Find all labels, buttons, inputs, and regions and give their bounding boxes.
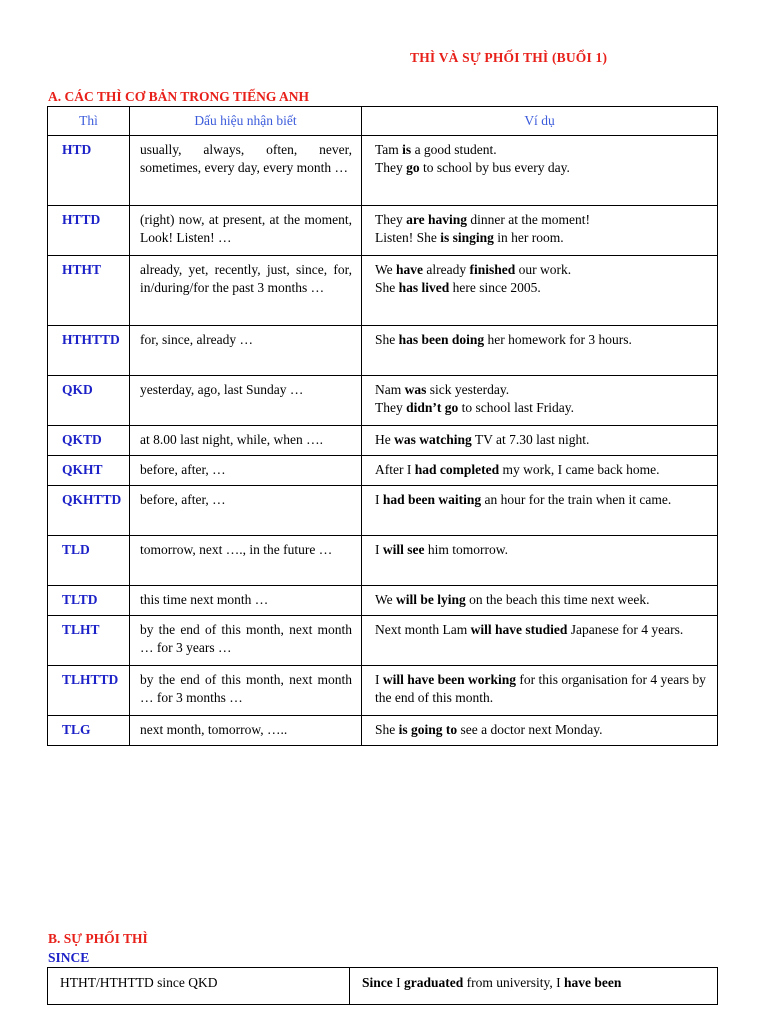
tense-name: QKD (48, 376, 130, 426)
section-a-heading: A. CÁC THÌ CƠ BẢN TRONG TIẾNG ANH (48, 89, 310, 104)
table-row (48, 136, 718, 206)
header-signs: Dấu hiệu nhận biết (130, 107, 362, 136)
tense-signs: next month, tomorrow, ….. (130, 716, 362, 746)
header-tense: Thì (48, 107, 130, 136)
table-row (48, 426, 718, 456)
example-line: She is going to see a doctor next Monday. (375, 722, 603, 737)
tense-name: TLD (48, 536, 130, 586)
tense-signs: tomorrow, next …., in the future … (130, 536, 362, 586)
example-line: Listen! She is singing in her room. (375, 230, 564, 245)
tense-example (362, 256, 718, 326)
tense-signs: before, after, … (130, 486, 362, 536)
table-header-row (48, 107, 718, 136)
tense-example (362, 486, 718, 536)
tense-signs: for, since, already … (130, 326, 362, 376)
tense-example (362, 666, 718, 716)
example-line: We have already finished our work. (375, 262, 572, 277)
sequence-table (47, 967, 718, 1005)
table-row (48, 486, 718, 536)
table-row (48, 376, 718, 426)
tense-signs: (right) now, at present, at the moment, Look! Listen! … (130, 206, 362, 256)
tense-name: QKHT (48, 456, 130, 486)
tenses-table (47, 106, 718, 746)
example-line: They go to school by bus every day. (375, 160, 570, 175)
example-line: Nam was sick yesterday. (375, 382, 510, 397)
tense-name: HTHT (48, 256, 130, 326)
example-line: I will see him tomorrow. (375, 542, 508, 557)
example-line: We will be lying on the beach this time next week. (375, 592, 650, 607)
sequence-example: Since I graduated from university, I have been (350, 968, 718, 1005)
tense-signs: by the end of this month, next month … for 3 months … (130, 666, 362, 716)
sequence-rule: HTHT/HTHTTD since QKD (48, 968, 350, 1005)
document-title: THÌ VÀ SỰ PHỐI THÌ (BUỔI 1) (410, 50, 608, 65)
tense-example (362, 586, 718, 616)
example-line: After I had completed my work, I came back home. (375, 462, 660, 477)
tense-signs: at 8.00 last night, while, when …. (130, 426, 362, 456)
example-line: He was watching TV at 7.30 last night. (375, 432, 590, 447)
tense-signs: this time next month … (130, 586, 362, 616)
example-line: They are having dinner at the moment! (375, 212, 590, 227)
since-label: SINCE (48, 950, 90, 965)
tense-signs: usually, always, often, never, sometimes, every day, every month … (130, 136, 362, 206)
table-row (48, 206, 718, 256)
tense-signs: before, after, … (130, 456, 362, 486)
table-row (48, 716, 718, 746)
example-line: Next month Lam will have studied Japanese for 4 years. (375, 622, 684, 637)
tense-example (362, 326, 718, 376)
tense-example (362, 206, 718, 256)
example-line: She has been doing her homework for 3 hours. (375, 332, 632, 347)
table-row (48, 666, 718, 716)
table-row (48, 456, 718, 486)
tense-example (362, 536, 718, 586)
tense-example (362, 716, 718, 746)
tense-example (362, 456, 718, 486)
example-line: I will have been working for this organisation for 4 years by the end of this month. (375, 672, 706, 705)
tense-name: QKHTTD (48, 486, 130, 536)
tense-signs: yesterday, ago, last Sunday … (130, 376, 362, 426)
tense-name: HTHTTD (48, 326, 130, 376)
table-row (48, 326, 718, 376)
tense-example (362, 376, 718, 426)
tense-name: HTTD (48, 206, 130, 256)
tense-name: TLHTTD (48, 666, 130, 716)
table-row (48, 536, 718, 586)
header-example: Ví dụ (362, 107, 718, 136)
example-line: I had been waiting an hour for the train when it came. (375, 492, 672, 507)
table-row (48, 968, 718, 1005)
tense-name: QKTD (48, 426, 130, 456)
tense-name: TLTD (48, 586, 130, 616)
section-b-heading: B. SỰ PHỐI THÌ (48, 931, 148, 946)
example-line: Tam is a good student. (375, 142, 497, 157)
tense-example (362, 616, 718, 666)
table-row (48, 586, 718, 616)
tense-name: TLHT (48, 616, 130, 666)
tense-name: HTD (48, 136, 130, 206)
tense-name: TLG (48, 716, 130, 746)
tense-example (362, 136, 718, 206)
example-line: She has lived here since 2005. (375, 280, 541, 295)
table-row (48, 256, 718, 326)
table-row (48, 616, 718, 666)
example-line: They didn’t go to school last Friday. (375, 400, 575, 415)
tense-signs: already, yet, recently, just, since, for, in/during/for the past 3 months … (130, 256, 362, 326)
tense-signs: by the end of this month, next month … for 3 years … (130, 616, 362, 666)
tense-example (362, 426, 718, 456)
